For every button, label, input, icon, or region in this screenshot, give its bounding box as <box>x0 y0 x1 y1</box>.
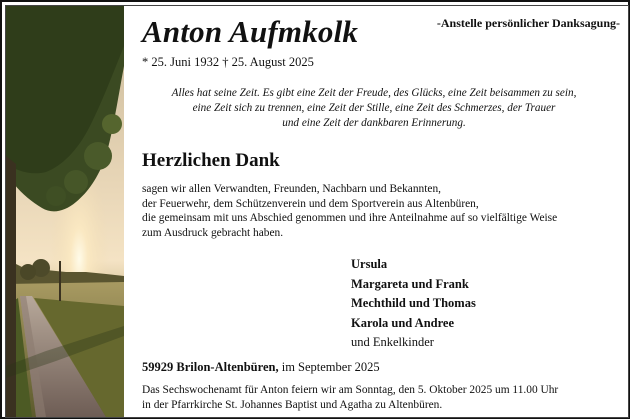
signer-grandchildren: und Enkelkinder <box>351 335 434 349</box>
place-date: im September 2025 <box>278 360 380 374</box>
memorial-service-info <box>142 383 558 412</box>
quote-line: eine Zeit sich zu trennen, eine Zeit der Stille, eine Zeit des Schmerzes, der Trauer <box>192 102 556 114</box>
quote-line: Alles hat seine Zeit. Es gibt eine Zeit der Freude, des Glücks, eine Zeit beisammen zu sein, <box>171 87 577 99</box>
sunset-road-photo <box>6 6 124 417</box>
notice-content <box>124 6 626 417</box>
thanks-heading: Herzlichen Dank <box>142 150 280 171</box>
thanks-line: die gemeinsam mit uns Abschied genommen und ihre Anteilnahme auf so vielfältige Weise <box>142 212 558 225</box>
instead-of-thanks-note: -Anstelle persönlicher Danksagung- <box>436 16 620 30</box>
thanks-text <box>142 182 557 240</box>
quote <box>124 86 624 131</box>
service-line: in der Pfarrkirche St. Johannes Baptist und Agatha zu Altenbüren. <box>142 398 443 411</box>
signers <box>351 255 476 353</box>
thanks-line: der Feuerwehr, dem Schützenverein und dem Sportverein aus Altenbüren, <box>142 197 479 210</box>
thanks-line: zum Ausdruck gebracht haben. <box>142 226 284 239</box>
signer-name: Karola und Andree <box>351 315 455 330</box>
life-dates: * 25. Juni 1932 † 25. August 2025 <box>142 55 314 69</box>
quote-line: und eine Zeit der dankbaren Erinnerung. <box>282 117 466 129</box>
signer-name: Mechthild und Thomas <box>351 296 476 310</box>
signer-name: Ursula <box>351 257 388 271</box>
deceased-name: Anton Aufmkolk <box>142 14 359 49</box>
thanks-line: sagen wir allen Verwandten, Freunden, Nachbarn und Bekannten, <box>142 183 442 195</box>
service-line: Das Sechswochenamt für Anton feiern wir am Sonntag, den 5. Oktober 2025 um 11.00 Uhr <box>142 384 559 396</box>
place-location: 59929 Brilon-Altenbüren, <box>142 360 279 374</box>
place-and-date <box>142 360 380 375</box>
signer-name: Margareta und Frank <box>351 276 469 291</box>
